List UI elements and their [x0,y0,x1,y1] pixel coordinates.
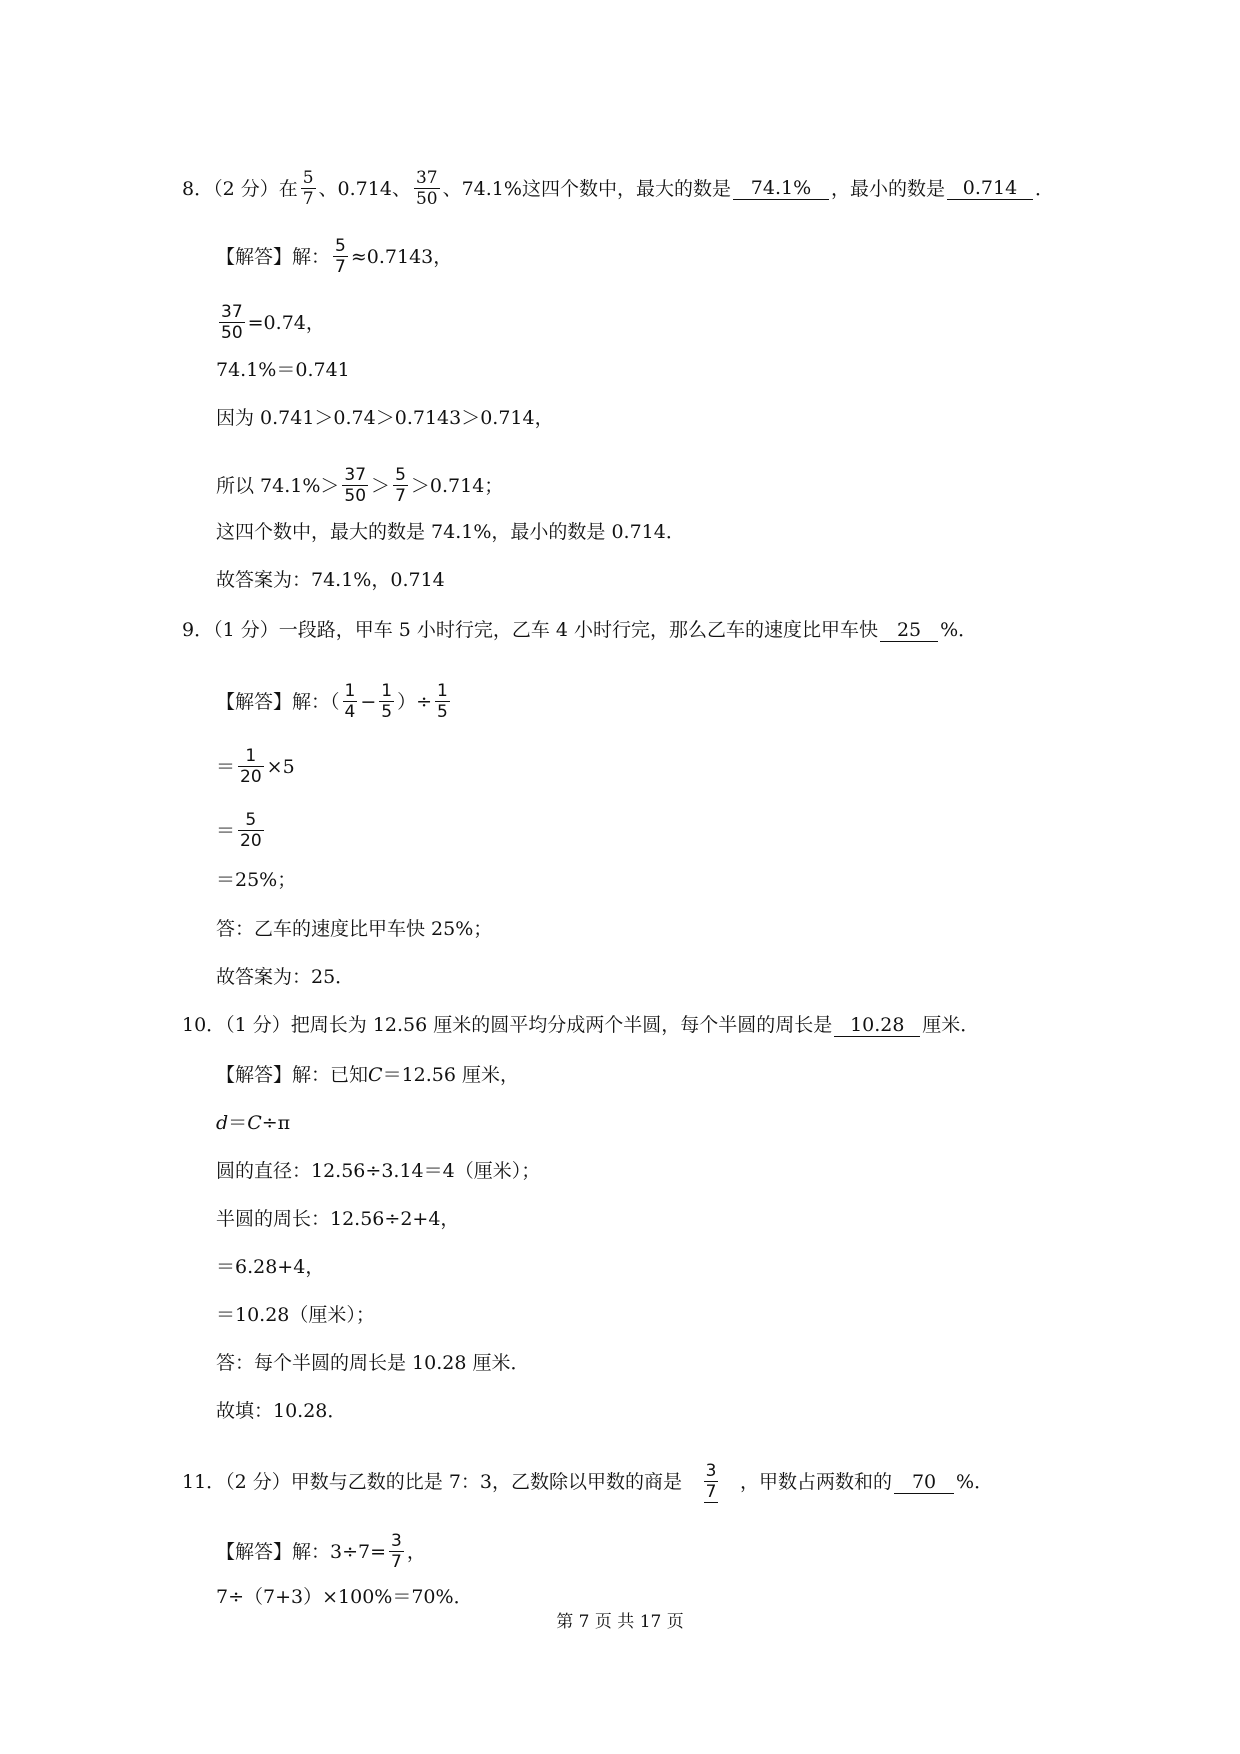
q9-solution-line-5: 答：乙车的速度比甲车快 25%； [216,918,493,940]
q11-solution-line-1: 【解答】解：3÷7= $\frac{3}{7}$ ， [216,1531,426,1572]
question-11: 11．（2 分）甲数与乙数的比是 7：3，乙数除以甲数的商是 $\frac{3}{7}$ ，甲数占两数和的 70 %． [182,1461,994,1502]
q10-answer-blank: 10.28 [834,1014,920,1037]
fraction: $\frac{5}{7}$ [335,236,346,277]
q11-solution-line-2: 7÷（7+3）×100%＝70%． [216,1586,473,1608]
q8-prefix: 8．（2 分）在 [182,177,298,200]
fraction: $\frac{1}{20}$ [240,746,262,787]
q10-solution-line-3: 圆的直径：12.56÷3.14＝4（厘米）； [216,1160,541,1182]
q10-solution-line-4: 半圆的周长：12.56÷2+4， [216,1208,460,1230]
q8-answer-blank-2: 0.714 [947,177,1033,200]
q11-answer-blank-1 [684,1461,738,1503]
q8-solution-line-1: 【解答】解： $\frac{5}{7}$ ≈0.7143， [216,236,453,277]
fraction: $\frac{1}{4}$ [344,681,356,722]
q9-solution-line-1: 【解答】解：（ $\frac{1}{4}$ − $\frac{1}{5}$ ）÷ $\frac{1}{5}$ [216,681,448,722]
q10-solution-line-6: ＝10.28（厘米）； [216,1304,375,1326]
q8-solution-line-5: 所以 74.1%＞ $\frac{37}{50}$ ＞ $\frac{5}{7}$ ＞0.714； [216,465,504,506]
q8-solution-line-6: 这四个数中，最大的数是 74.1%，最小的数是 0.714． [216,521,685,543]
q11-answer-blank-2: 70 [894,1471,954,1494]
q10-solution-line-2: d ＝ C ÷π [216,1112,291,1134]
q10-solution-line-8: 故填：10.28． [216,1400,347,1422]
q10-solution-line-5: ＝6.28+4， [216,1256,325,1278]
fraction: $\frac{37}{50}$ [344,465,367,506]
q8-solution-line-4: 因为 0.741＞0.74＞0.7143＞0.714， [216,407,554,429]
page-footer: 第 7 页 共 17 页 [556,1612,684,1632]
q8-solution-line-2: $\frac{37}{50}$ =0.74， [221,302,325,343]
fraction: $\frac{5}{20}$ [240,810,262,851]
fraction: $\frac{1}{5}$ [381,681,393,722]
q9-solution-line-4: ＝25%； [216,869,297,891]
question-10: 10．（1 分）把周长为 12.56 厘米的圆平均分成两个半圆，每个半圆的周长是 10.28 厘米． [182,1013,980,1036]
question-9: 9．（1 分）一段路，甲车 5 小时行完，乙车 4 小时行完，那么乙车的速度比甲车快 25 %． [182,618,978,641]
fraction: $\frac{1}{5}$ [437,681,448,722]
fraction: $\frac{3}{7}$ [705,1461,717,1502]
fraction: $\frac{5}{7}$ [395,465,406,506]
q9-solution-line-3: ＝ $\frac{5}{20}$ [216,810,262,851]
question-8: 8．（2 分）在 $\frac{5}{7}$ 、0.714、 $\frac{37}{50}$ 、74.1%这四个数中，最大的数是 74.1% ，最小的数是 0.714 ． [182,168,1054,209]
q10-solution-line-7: 答：每个半圆的周长是 10.28 厘米． [216,1352,530,1374]
q8-fraction-1: $\frac{5}{7}$ [302,168,314,209]
q10-solution-line-1: 【解答】解：已知 C ＝12.56 厘米， [216,1064,519,1086]
q8-fraction-2: $\frac{37}{50}$ [415,168,438,209]
fraction: $\frac{3}{7}$ [391,1531,402,1572]
q9-solution-line-6: 故答案为：25． [216,966,355,988]
q8-solution-line-7: 故答案为：74.1%，0.714 [216,569,445,591]
fraction: $\frac{37}{50}$ [221,302,243,343]
q8-answer-blank-1: 74.1% [733,177,829,200]
q8-solution-line-3: 74.1%＝0.741 [216,359,350,381]
q9-answer-blank: 25 [880,619,938,642]
q9-solution-line-2: ＝ $\frac{1}{20}$ ×5 [216,746,295,787]
